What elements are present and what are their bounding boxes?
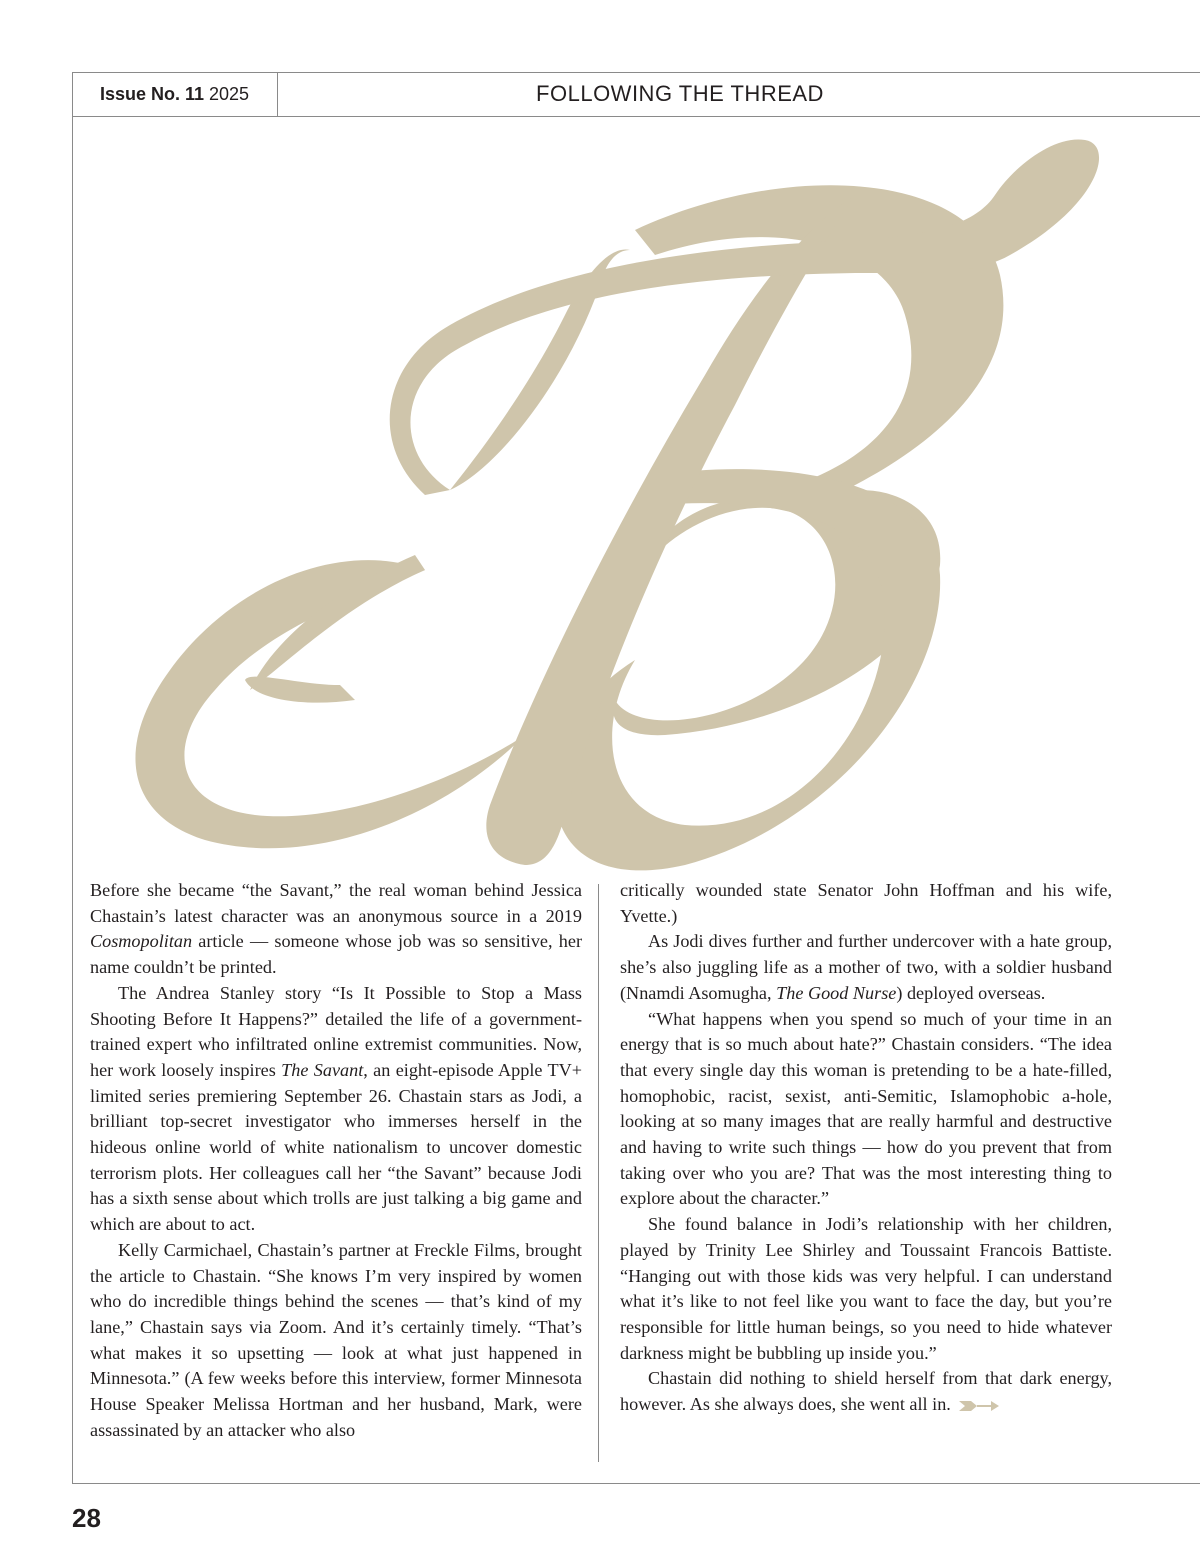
page-number: 28: [72, 1503, 101, 1533]
article-paragraph: [90, 1238, 582, 1444]
article-paragraph: [90, 981, 582, 1238]
paragraph-text: “What happens when you spend so much of your time in an energy that is so much about hate?” Chastain considers. “The idea that every single day this woman is pretending to be a hate-filled, homophobic, racist, sexist, anti-Semitic, Islamophobic a-hole, looking at so many images that are really harmful and destructive and having to write such things — how do you prevent that from taking over who you are? That was the most interesting thing to explore about the character.”: [620, 1008, 1112, 1209]
article-paragraph: [620, 1212, 1112, 1366]
paragraph-text: As Jodi dives further and further undercover with a hate group, she’s also juggling life as a mother of two, with a soldier husband (Nnamdi Asomugha,: [620, 931, 1112, 1003]
article-paragraph: [620, 1007, 1112, 1213]
page-header: [72, 72, 1200, 117]
article-column-left: [90, 878, 582, 1443]
paragraph-text: ) deployed overseas.: [896, 982, 1046, 1003]
article-paragraph: [90, 878, 582, 981]
paragraph-text: article — someone whose job was so sensitive, her name couldn’t be printed.: [90, 931, 582, 978]
paragraph-text: She found balance in Jodi’s relationship with her children, played by Trinity Lee Shirley and Toussaint Francois Battiste. “Hanging out with those kids was very helpful. I can understand what it’s like to not feel like you want to face the day, but you’re responsible for little human beings, so you need to hide whatever darkness might be bubbling up inside you.”: [620, 1214, 1112, 1363]
paragraph-text: Chastain did nothing to shield herself from that dark energy, however. As she always does, she went all in.: [620, 1368, 1112, 1415]
drop-cap-letterform: [135, 139, 1099, 870]
italic-title: The Good Nurse: [776, 982, 897, 1003]
paragraph-text: The Andrea Stanley story “Is It Possible to Stop a Mass Shooting Before It Happens?” detailed the life of a government-trained expert who infiltrated online extremist communities. Now, her work loosely inspires: [90, 982, 582, 1080]
italic-title: Cosmopolitan: [90, 931, 193, 952]
article-paragraph: [620, 1366, 1112, 1417]
paragraph-text: Kelly Carmichael, Chastain’s partner at Freckle Films, brought the article to Chastain. “She knows I’m very inspired by women who do incredible things behind the scenes — that’s kind of my lane,” Chastain says via Zoom. And it’s certainly timely. “That’s what makes it so upsetting — look at what just happened in Minnesota.” (A few weeks before this interview, former Minnesota House Speaker Melissa Hortman and her husband, Mark, were assassinated by an attacker who also: [90, 1239, 582, 1440]
paragraph-text: critically wounded state Senator John Hoffman and his wife, Yvette.): [620, 880, 1112, 926]
issue-year: 2025: [209, 83, 250, 104]
italic-title: The Savant: [281, 1059, 364, 1080]
paragraph-text: , an eight-episode Apple TV+ limited series premiering September 26. Chastain stars as Jodi, a brilliant top-secret investigator who immerses herself in the hideous online world of white nationalism to uncover domestic terrorism plots. Her colleagues call her “the Savant” because Jodi has a sixth sense about which trolls are just talking a big game and which are about to act.: [90, 1059, 582, 1235]
article-paragraph: [620, 929, 1112, 1006]
section-title: FOLLOWING THE THREAD: [536, 81, 824, 106]
drop-cap-b: [95, 125, 1125, 880]
issue-label: Issue No. 11: [99, 83, 204, 104]
column-divider: [598, 884, 599, 1462]
article-paragraph: [620, 878, 1112, 929]
issue-info: [72, 72, 278, 116]
arrow-right-icon: [959, 1399, 999, 1413]
article-column-right: [620, 878, 1112, 1418]
paragraph-text: Before she became “the Savant,” the real woman behind Jessica Chastain’s latest character was an anonymous source in a 2019: [90, 880, 582, 926]
